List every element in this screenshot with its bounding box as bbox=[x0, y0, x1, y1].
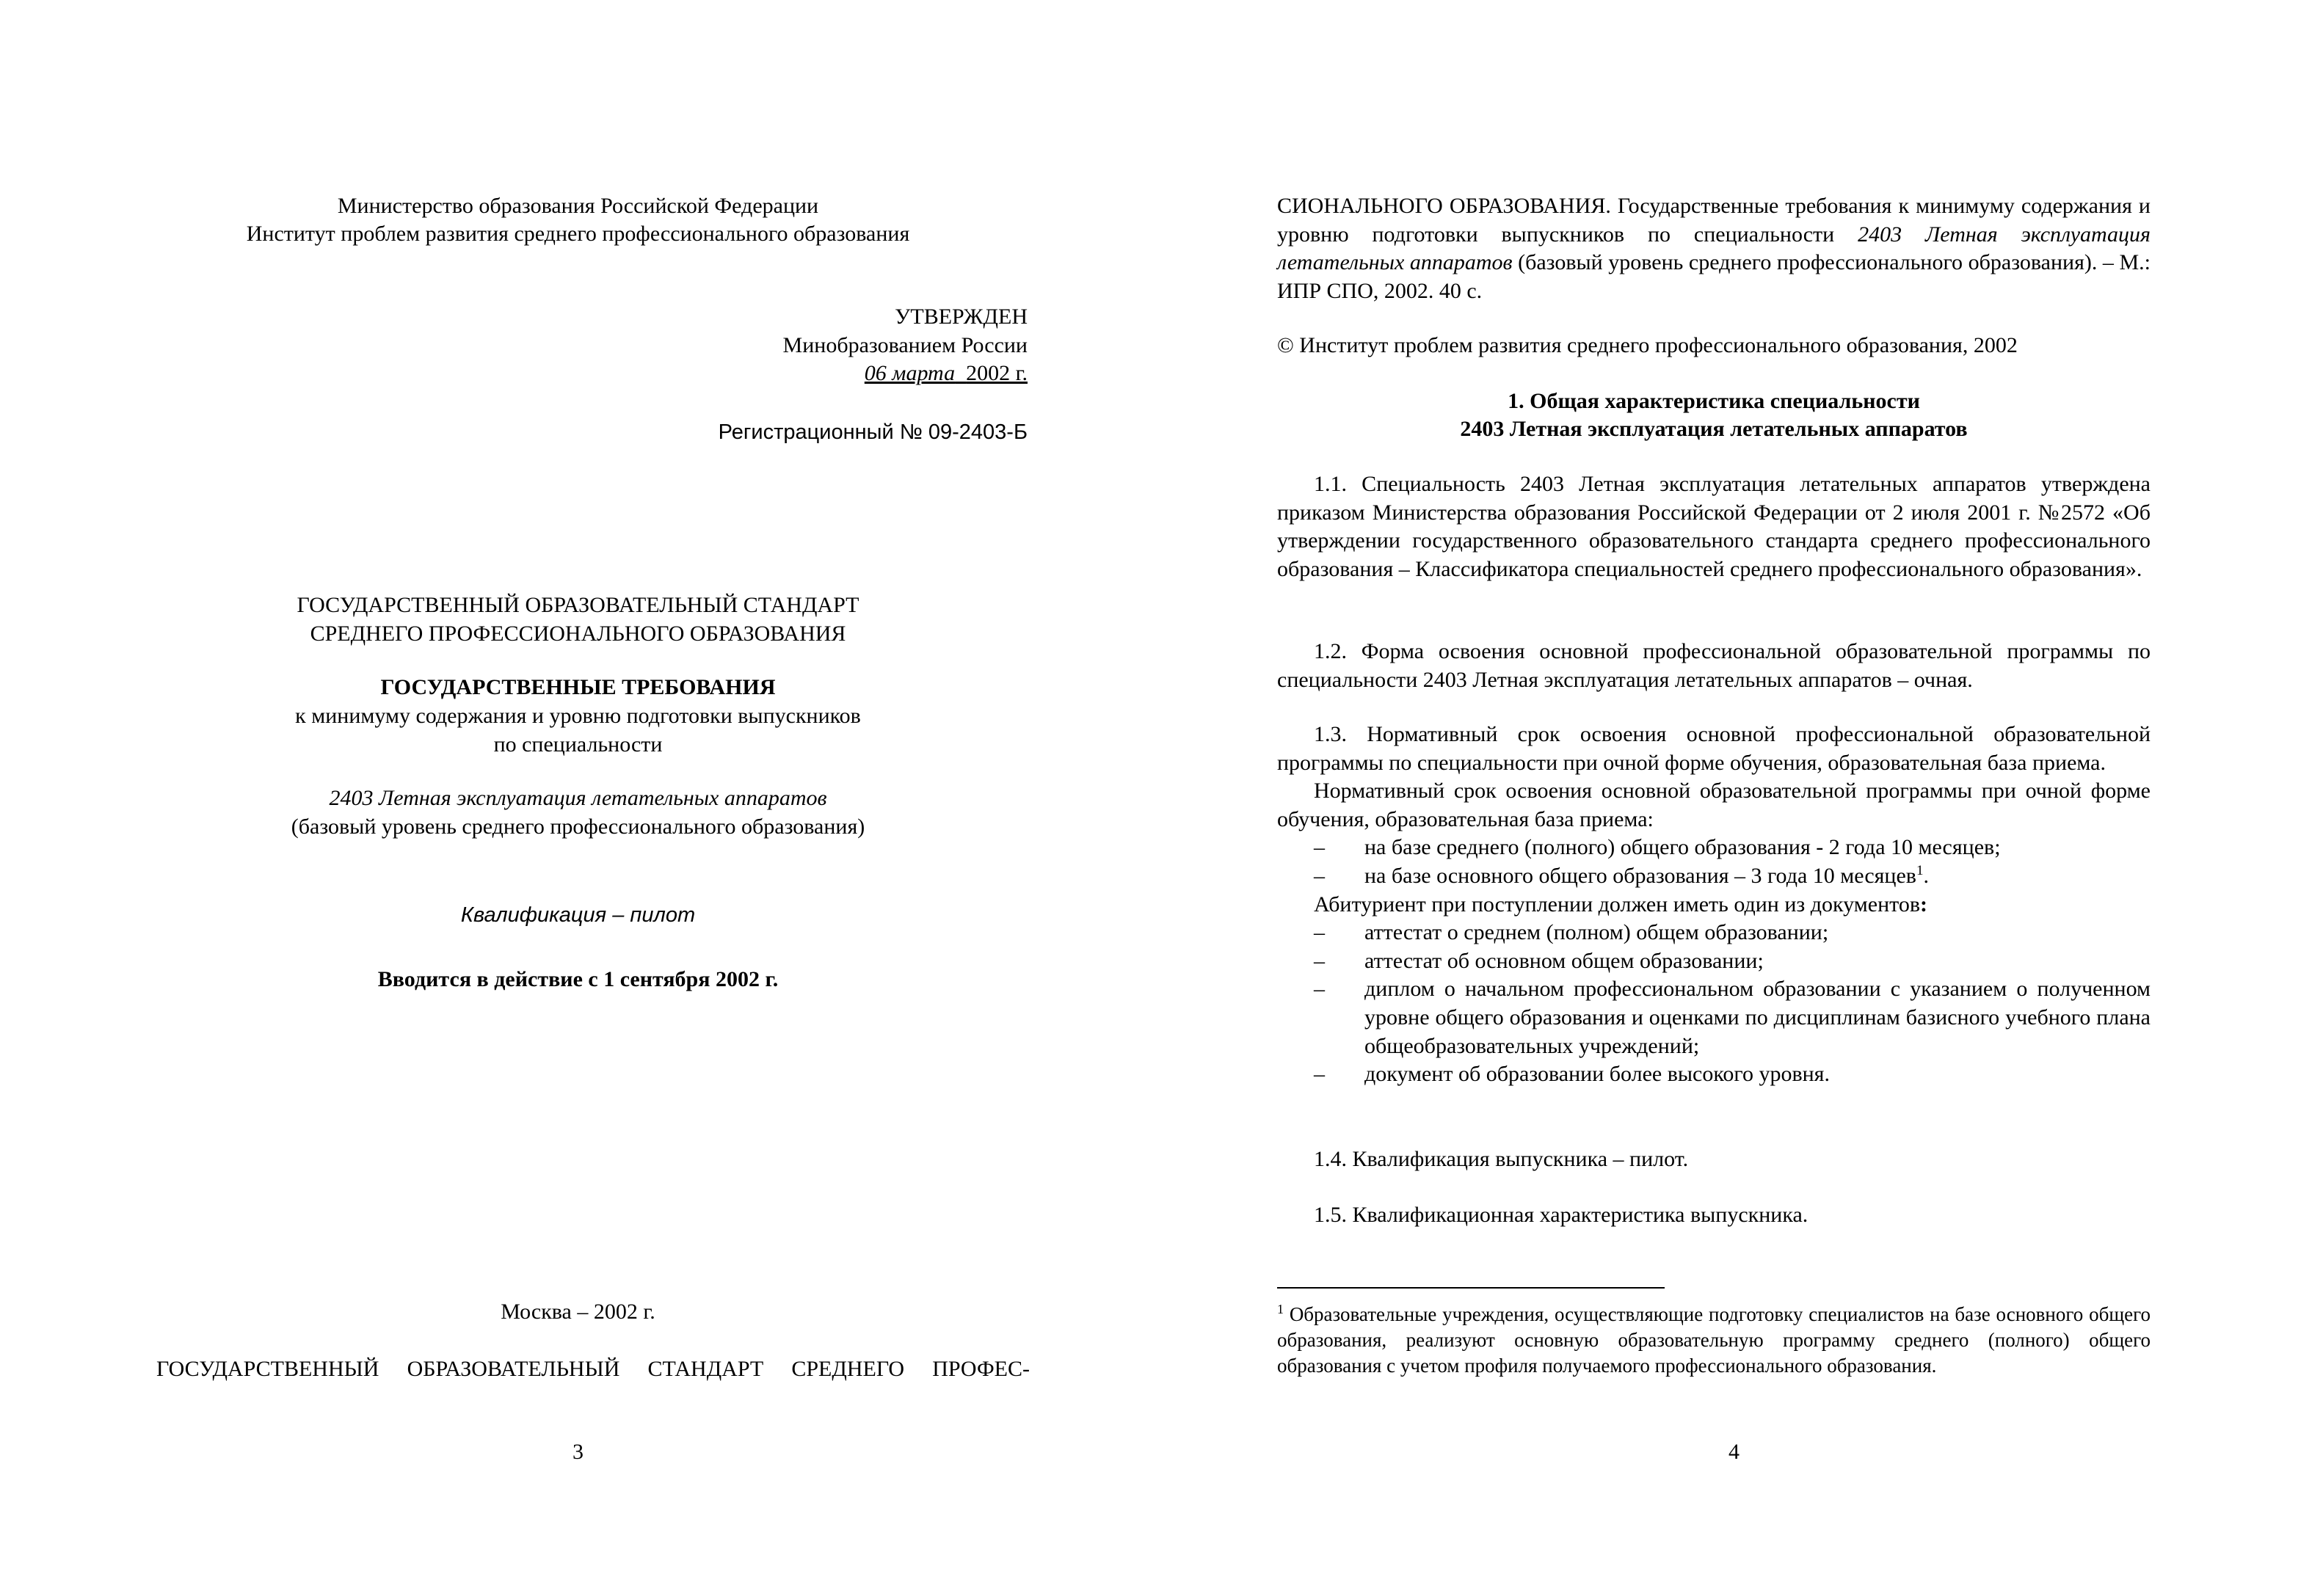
page-number: 4 bbox=[1728, 1440, 1740, 1464]
copyright-text: © Институт проблем развития среднего профессионального образования, 2002 bbox=[1277, 333, 2018, 357]
term-item: – на базе основного общего образования – 3 года 10 месяцев$^1$. bbox=[1314, 862, 1929, 888]
paragraph-1-4-text: 1.4. Квалификация выпускника – пилот. bbox=[1314, 1147, 1689, 1171]
paragraph-1-3 bbox=[1277, 721, 2151, 1089]
section-title-1: 1. Общая характеристика специальности bbox=[1508, 389, 1920, 413]
footnote-divider bbox=[1277, 1287, 1665, 1289]
footnote bbox=[1277, 1302, 2151, 1380]
document-item: – аттестат о среднем (полном) общем образовании; bbox=[1314, 920, 1829, 945]
copyright-line bbox=[1277, 332, 2151, 360]
standard-title-2: СРЕДНЕГО ПРОФЕССИОНАЛЬНОГО ОБРАЗОВАНИЯ bbox=[310, 622, 846, 646]
qualification-line: Квалификация – пилот bbox=[460, 903, 696, 927]
approved-date bbox=[865, 360, 1028, 387]
approved-date-day: 06 марта bbox=[864, 361, 956, 385]
footnote-mark: 1 bbox=[1916, 862, 1924, 878]
intro-specialty: 2403 Летная эксплуатация летательных аппаратов bbox=[1277, 222, 2151, 275]
document-item: – документ об образовании более высокого уровня. bbox=[1314, 1062, 1830, 1087]
term-item: – на базе среднего (полного) общего образования - 2 года 10 месяцев; bbox=[1314, 835, 2001, 860]
registration-number: Регистрационный № 09-2403-Б bbox=[718, 420, 1028, 444]
paragraph-1-3b-text: Нормативный срок освоения основной образовательной программы при очной форме обучения, образовательная база приема: bbox=[1277, 779, 2151, 831]
approved-label: УТВЕРЖДЕН bbox=[895, 305, 1028, 329]
paragraph-1-3-text: 1.3. Нормативный срок освоения основной профессиональной образовательной программы по специальности при очной форме обучения, образовательная база приема. bbox=[1277, 722, 2151, 775]
paragraph-1-1-text: 1.1. Специальность 2403 Летная эксплуатация летательных аппаратов утверждена приказом Министерства образования Российской Федерации от 2 июля 2001 г. №2572 «Об утверждении государственного образовательного стандарта среднего профессионального образования – Классификатора специальностей среднего профессионального образования». bbox=[1277, 472, 2151, 581]
specialty-title: 2403 Летная эксплуатация летательных аппаратов bbox=[329, 786, 827, 810]
document-item: – диплом о начальном профессиональном образовании с указанием о полученном уровне общего образования и оценками по дисциплинам базисного учебного плана общеобразовательных учреждений; bbox=[1314, 977, 2151, 1058]
footnote-number: 1 bbox=[1277, 1302, 1284, 1316]
ministry-line: Министерство образования Российской Федерации bbox=[337, 194, 819, 218]
bibliographic-paragraph bbox=[1277, 192, 2151, 305]
approved-date-year: 2002 г. bbox=[966, 361, 1028, 385]
paragraph-1-2 bbox=[1277, 638, 2151, 694]
standard-title-1: ГОСУДАРСТВЕННЫЙ ОБРАЗОВАТЕЛЬНЫЙ СТАНДАРТ bbox=[297, 593, 859, 617]
footnote-text: Образовательные учреждения, осуществляющие подготовку специалистов на базе основного общего образования, реализуют основную образовательную программу среднего (полного) общего образования с учетом профиля получаемого профессионального образования. bbox=[1277, 1303, 2151, 1377]
effective-date: Вводится в действие с 1 сентября 2002 г. bbox=[377, 967, 779, 991]
paragraph-1-5-text: 1.5. Квалификационная характеристика выпускника. bbox=[1314, 1203, 1808, 1227]
approved-by: Минобразованием России bbox=[782, 333, 1028, 357]
institute-line: Институт проблем развития среднего профессионального образования bbox=[246, 222, 910, 246]
requirements-sub-1: к минимуму содержания и уровню подготовки выпускников bbox=[295, 704, 861, 728]
section-title-2: 2403 Летная эксплуатация летательных аппаратов bbox=[1460, 417, 1968, 441]
requirements-sub-2: по специальности bbox=[493, 732, 663, 757]
intro-text: СИОНАЛЬНОГО ОБРАЗОВАНИЯ. Государственные требования к минимуму содержания и уровню подготовки выпускников по специальности bbox=[1277, 194, 2151, 247]
education-level: (базовый уровень среднего профессионального образования) bbox=[291, 815, 865, 839]
standard-bottom-line: ГОСУДАРСТВЕННЫЙ ОБРАЗОВАТЕЛЬНЫЙ СТАНДАРТ СРЕДНЕГО ПРОФЕС- bbox=[156, 1357, 1030, 1381]
applicant-intro: Абитуриент при поступлении должен иметь один из документов: bbox=[1314, 892, 1928, 917]
paragraph-1-1 bbox=[1277, 470, 2151, 583]
intro-tail: (базовый уровень среднего профессионального образования). – М.: ИПР СПО, 2002. 40 с. bbox=[1277, 250, 2151, 303]
requirements-heading: ГОСУДАРСТВЕННЫЕ ТРЕБОВАНИЯ bbox=[380, 675, 776, 699]
paragraph-1-4 bbox=[1277, 1145, 2151, 1174]
paragraph-1-2-text: 1.2. Форма освоения основной профессиональной образовательной программы по специальности 2403 Летная эксплуатация летательных аппаратов – очная. bbox=[1277, 639, 2151, 692]
page-number: 3 bbox=[572, 1440, 584, 1464]
document-item: – аттестат об основном общем образовании; bbox=[1314, 948, 1764, 973]
paragraph-1-5 bbox=[1277, 1201, 2151, 1230]
city-year: Москва – 2002 г. bbox=[501, 1300, 655, 1324]
